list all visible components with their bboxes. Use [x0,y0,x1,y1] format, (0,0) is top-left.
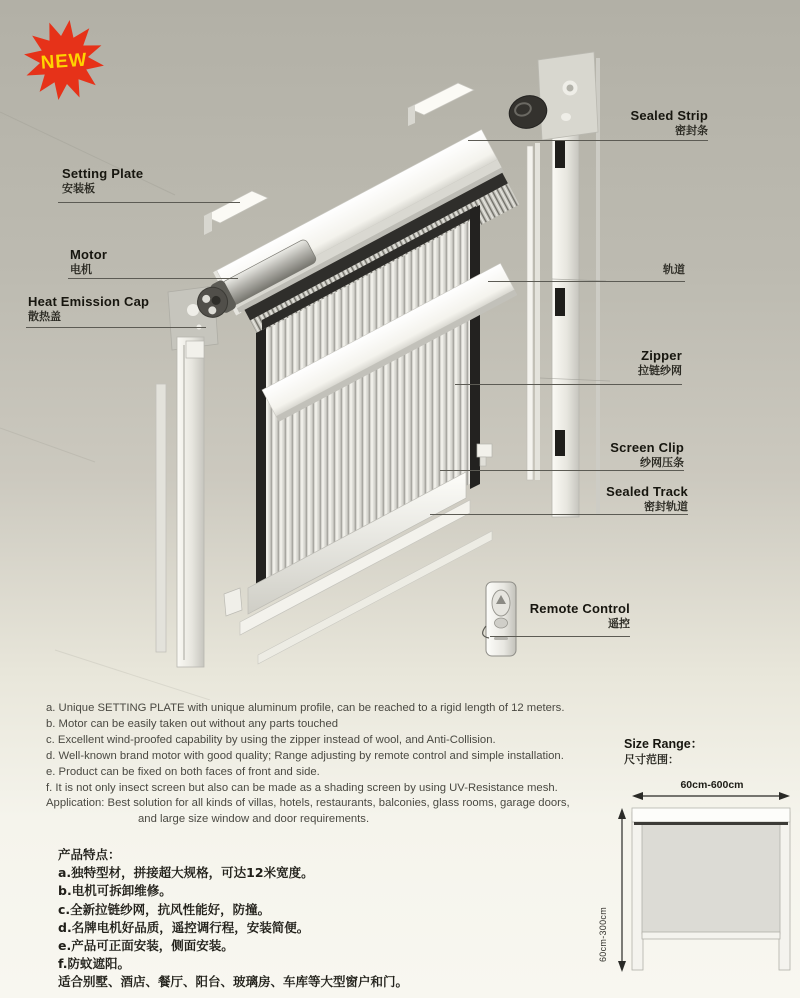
track-clip [186,341,204,358]
plate-hole [187,304,199,316]
setting-plate-label-cn: 安装板 [62,183,95,195]
mounting-bracket [204,191,268,223]
cn-line-f: f.防蚊遮阳。 [58,956,131,972]
cn-line-d: d.名牌电机好品质，遥控调行程，安装简便。 [58,919,310,935]
height-dimension-label: 60cm-300cm [598,906,608,962]
leader-sealed-track [430,514,688,515]
application-line-2: and large size window and door requirements. [138,813,370,826]
heat-emission-cap-label: Heat Emission Cap [28,294,150,309]
callout-heat-emission-cap [28,294,149,324]
sealed-strip-label: Sealed Strip [630,108,708,123]
cn-line-c: c.全新拉链纱网，抗风性能好，防撞。 [58,901,271,917]
background-seam [0,428,95,462]
track-slot [555,140,565,168]
features-cn [58,846,538,992]
heat-emission-cap-label-cn: 散热盖 [28,311,61,323]
sealed-track-label-cn: 密封轨道 [644,501,688,513]
cn-line-b: b.电机可拆卸维修。 [58,883,172,899]
zipper-label-cn: 拉链纱网 [638,365,682,377]
callout-setting-plate [62,166,143,196]
cn-line-e: e.产品可正面安装，侧面安装。 [58,938,234,954]
zipper-label: Zipper [641,348,682,363]
new-badge-star-icon [12,8,116,112]
callout-sealed-strip [558,108,708,138]
callout-remote-control [520,601,630,631]
leader-sealed-strip [468,140,708,141]
mounting-bracket-leg [204,212,212,235]
mesh-left-frame [256,328,266,603]
feature-line-d: d. Well-known brand motor with good quality; Range adjusting by remote control and simple installation. [46,749,564,762]
callout-motor [70,247,107,277]
leader-remote-control [490,636,630,637]
cn-line-a: a.独特型材，拼接超大规格，可达12米宽度。 [58,865,314,881]
side-strip-graphic [156,384,166,652]
track-label-cn: 轨道 [663,264,685,276]
leader-motor [68,278,238,279]
features-en [46,701,614,828]
remote-control-label-cn: 遥控 [608,618,630,630]
leader-heat-emission-cap [26,327,206,328]
remote-control-graphic [483,582,516,656]
sealed-strip-label-cn: 密封条 [675,125,708,137]
feature-line-c: c. Excellent wind-proofed capability by using the zipper instead of wool, and Anti-Collision. [46,733,496,746]
size-range-title-cn: 尺寸范围： [624,754,679,766]
sealed-track-label: Sealed Track [606,484,688,499]
leader-screen-clip [440,470,684,471]
size-bottom-bar [642,932,780,939]
screen-clip-label: Screen Clip [610,440,684,455]
screen-clip-label-cn: 纱网压条 [640,457,684,469]
callout-sealed-track [540,484,688,514]
track-slot [555,288,565,316]
feature-line-b: b. Motor can be easily taken out without any parts touched [46,717,339,730]
application-line-1: Application: Best solution for all kinds of villas, hotels, restaurants, balconies, glass rooms, garage doors, [46,797,570,810]
setting-plate-label: Setting Plate [62,166,144,181]
right-strip-graphic [535,143,540,480]
size-right-track [779,812,790,970]
plate-hole [567,85,574,92]
width-dimension-label: 60cm-600cm [680,779,744,791]
cn-footer: 适合别墅、酒店、餐厅、阳台、玻璃房、车库等大型窗户和门。 [58,974,409,990]
arrowhead-right-icon [779,792,790,800]
mounting-bracket [408,83,474,115]
callout-track [560,262,685,277]
new-badge [12,8,116,112]
mounting-bracket-leg [408,105,415,126]
size-range [598,726,798,996]
motor-label: Motor [70,247,108,262]
remote-control-label: Remote Control [529,601,630,616]
size-range-title: Size Range： [624,737,704,751]
cn-title: 产品特点： [58,847,121,862]
leader-track [488,281,685,282]
size-diagram [598,770,798,994]
size-mesh-panel [642,824,780,934]
motor-label-cn: 电机 [70,264,92,276]
leader-setting-plate [58,202,240,203]
size-cassette [632,808,790,822]
arrowhead-up-icon [618,808,626,819]
callout-zipper [554,348,682,378]
callout-screen-clip [544,440,684,470]
svg-text:NEW: NEW [40,48,89,73]
feature-line-e: e. Product can be fixed on both faces of front and side. [46,765,320,778]
left-track-graphic [177,337,204,667]
size-left-track [632,812,643,970]
screen-clip-part [224,588,242,616]
arrowhead-left-icon [632,792,643,800]
right-strip-graphic [527,146,533,480]
feature-line-a: a. Unique SETTING PLATE with unique aluminum profile, can be reached to a rigid length of 12 meters. [46,702,565,714]
size-cassette-shadow [634,822,788,825]
leader-zipper [455,384,682,385]
feature-line-f: f. It is not only insect screen but also can be made as a shading screen by using UV-Resistance mesh. [46,781,558,794]
arrowhead-down-icon [618,961,626,972]
